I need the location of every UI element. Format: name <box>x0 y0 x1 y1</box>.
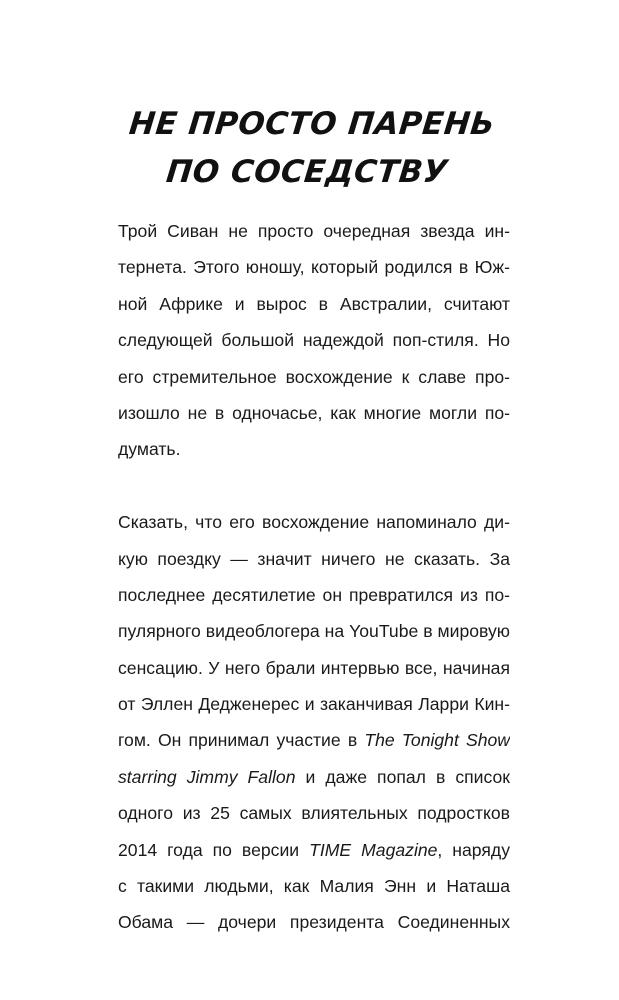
text-line <box>118 832 510 868</box>
text-line: Трой Сиван не просто очередная звезда ин- <box>118 221 510 241</box>
text-segment: гом. Он принимал участие в <box>118 730 358 751</box>
magazine-title-italic: TIME Magazine <box>309 839 438 860</box>
text-line: от Эллен Дедженерес и заканчивая Ларри Кин- <box>118 694 510 715</box>
text-segment: , наряду <box>437 839 510 860</box>
text-line: одного из 25 самых влиятельных подростков <box>118 803 510 824</box>
paragraph-1 <box>118 213 510 468</box>
text-line: следующей большой надеждой поп-стиля. Но <box>118 330 510 351</box>
body-text <box>118 213 510 941</box>
text-line: кую поездку — значит ничего не сказать. За <box>118 548 510 569</box>
text-segment: 2014 года по версии <box>118 839 300 860</box>
chapter-title <box>0 100 619 196</box>
text-line <box>118 722 510 758</box>
text-line: ной Африке и вырос в Австралии, считают <box>118 293 510 314</box>
text-line: пулярного видеоблогера на YouTube в мировую <box>118 621 510 642</box>
text-line: изошло не в одночасье, как многие могли по- <box>118 402 510 423</box>
text-line: Сказать, что его восхождение напоминало ди- <box>118 512 510 533</box>
text-line: Обама — дочери президента Соединенных <box>118 912 510 933</box>
show-title-italic: starring Jimmy Fallon <box>118 766 296 787</box>
text-line <box>118 759 510 795</box>
show-title-italic: The Tonight Show <box>364 730 510 751</box>
paragraph-2 <box>118 504 510 941</box>
text-line: последнее десятилетие он превратился из по- <box>118 584 510 605</box>
text-segment: и даже попал в список <box>305 766 510 787</box>
text-line: его стремительное восхождение к славе про- <box>118 366 510 387</box>
text-line: тернета. Этого юношу, который родился в Юж- <box>118 257 510 278</box>
text-line: думать. <box>118 439 181 460</box>
chapter-title-line-2: ПО СОСЕДСТВУ <box>164 154 450 190</box>
chapter-title-line-1: НЕ ПРОСТО ПАРЕНЬ <box>127 106 497 142</box>
text-line: с такими людьми, как Малия Энн и Наташа <box>118 876 510 897</box>
text-line: сенсацию. У него брали интервью все, начиная <box>118 657 510 678</box>
paragraph-gap <box>118 468 510 504</box>
